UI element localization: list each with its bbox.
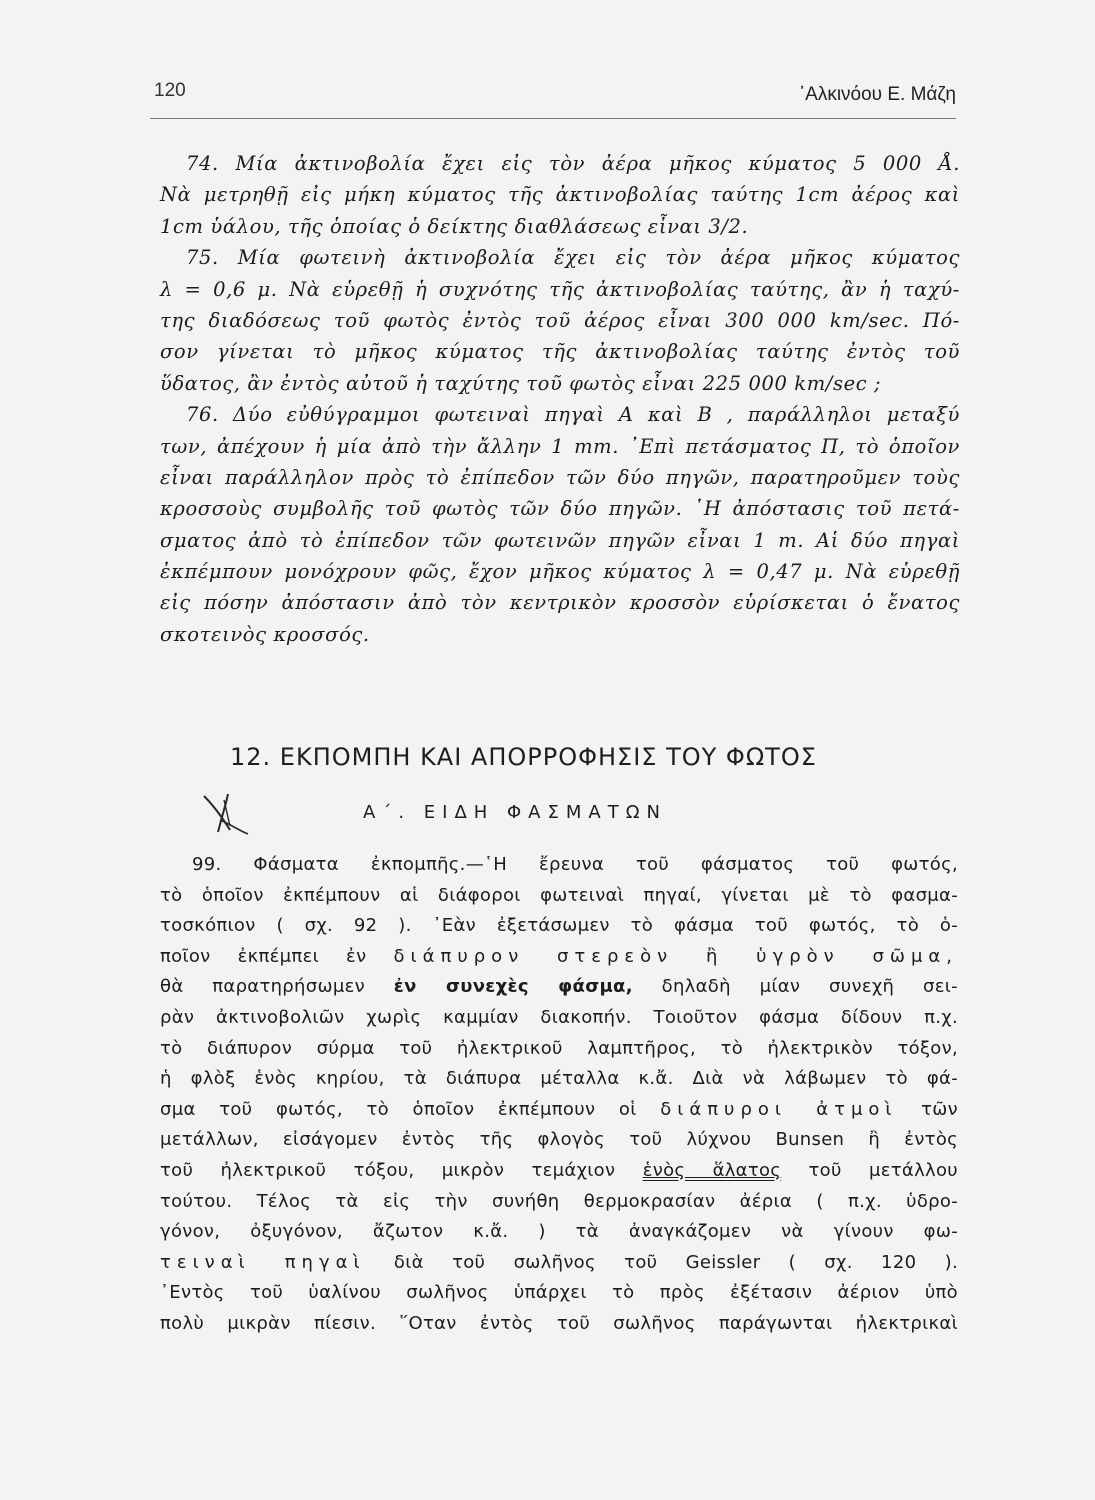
- body-line: τούτου. Τέλος τὰ εἰς τὴν συνήθη θερμοκρασίαν ἀέρια ( π.χ. ὑδρο-: [160, 1190, 958, 1212]
- body-line: [160, 1095, 958, 1126]
- text-run: τοῦ ἠλεκτρικοῦ τόξου, μικρὸν τεμάχιον: [160, 1159, 616, 1181]
- exercise-line: εἶναι παράλληλον πρὸς τὸ ἐπίπεδον τῶν δύο πηγῶν, παρατηροῦμεν τοὺς: [160, 465, 960, 489]
- exercise-line: λ = 0,6 μ. Νὰ εὑρεθῇ ἡ συχνότης τῆς ἀκτινοβολίας ταύτης, ἂν ἡ ταχύ-: [160, 277, 960, 301]
- body-line: ἡ φλὸξ ἑνὸς κηρίου, τὰ διάπυρα μέταλλα κ.ἄ. Διὰ νὰ λάβωμεν τὸ φά-: [160, 1068, 958, 1090]
- body-line: [160, 972, 958, 1003]
- body-line: γόνον, ὀξυγόνον, ἄζωτον κ.ἄ. ) τὰ ἀναγκάζομεν νὰ γίνουν φω-: [160, 1221, 958, 1243]
- page-header: [150, 78, 956, 119]
- exercise-line: 74. Μία ἀκτινοβολία ἔχει εἰς τὸν ἀέρα μῆκος κύματος 5 000 Å.: [186, 152, 960, 175]
- body-text: [160, 850, 958, 1340]
- body-line: [160, 850, 958, 881]
- text-run: ποῖον ἐκπέμπει ἐν: [160, 945, 367, 967]
- section-title: 12. ΕΚΠΟΜΠΗ ΚΑΙ ΑΠΟΡΡΟΦΗΣΙΣ ΤΟΥ ΦΩΤΟΣ: [230, 743, 817, 771]
- paragraph-heading: 99. Φάσματα ἐκπομπῆς.: [192, 854, 466, 875]
- exercise-line: κροσσοὺς συμβολῆς τοῦ φωτὸς τῶν δύο πηγῶν. ῾Η ἀπόστασις τοῦ πετά-: [160, 497, 960, 521]
- body-line: μετάλλων, εἰσάγομεν ἐντὸς τῆς φλογὸς τοῦ λύχνου Bunsen ἢ ἐντὸς: [160, 1129, 958, 1151]
- exercise-line: της διαδόσεως τοῦ φωτὸς ἐντὸς τοῦ ἀέρος εἶναι 300 000 km/sec. Πό-: [160, 308, 960, 332]
- exercise-line: ἐκπέμπουν μονόχρουν φῶς, ἔχον μῆκος κύματος λ = 0,47 μ. Νὰ εὑρεθῇ: [160, 560, 960, 584]
- text-run: τοῦ μετάλλου: [808, 1159, 958, 1181]
- body-line: τὸ διάπυρον σύρμα τοῦ ἠλεκτρικοῦ λαμπτῆρος, τὸ ἠλεκτρικὸν τόξον,: [160, 1037, 958, 1059]
- text-run: τῶν: [921, 1098, 959, 1120]
- body-line: πολὺ μικρὰν πίεσιν. ῞Οταν ἐντὸς τοῦ σωλῆνος παράγωνται ἠλεκτρικαὶ: [160, 1312, 958, 1334]
- body-line: [160, 942, 958, 973]
- spaced-emphasis: τειναὶ πηγαὶ: [160, 1251, 366, 1273]
- body-line: [160, 1156, 958, 1187]
- body-line: ρὰν ἀκτινοβολιῶν χωρὶς καμμίαν διακοπήν. Τοιοῦτον φάσμα δίδουν π.χ.: [160, 1006, 958, 1028]
- page-number: 120: [154, 80, 186, 101]
- underlined-term: ἑνὸς ἅλατος: [642, 1159, 782, 1181]
- exercise-line: των, ἀπέχουν ἡ μία ἀπὸ τὴν ἄλλην 1 mm. ᾿Επὶ πετάσματος Π, τὸ ὁποῖον: [160, 434, 960, 458]
- exercise-line: σματος ἀπὸ τὸ ἐπίπεδον τῶν φωτεινῶν πηγῶν εἶναι 1 m. Αἱ δύο πηγαὶ: [160, 528, 960, 552]
- text-run: δηλαδὴ μίαν συνεχῆ σει-: [661, 976, 958, 998]
- exercise-line: 1cm ὑάλου, τῆς ὁποίας ὁ δείκτης διαθλάσεως εἶναι 3/2.: [160, 214, 749, 238]
- exercise-line: ὕδατος, ἂν ἐντὸς αὐτοῦ ἡ ταχύτης τοῦ φωτὸς εἶναι 225 000 km/sec ;: [160, 371, 882, 395]
- text-run: διὰ τοῦ σωλῆνος τοῦ Geissler ( σχ. 120 ).: [393, 1251, 958, 1273]
- exercise-line: σον γίνεται τὸ μῆκος κύματος τῆς ἀκτινοβολίας ταύτης ἐντὸς τοῦ: [160, 340, 960, 364]
- exercises-block: [160, 148, 960, 650]
- spaced-emphasis: διάπυρον στερεὸν ἢ ὑγρὸν σῶμα,: [393, 945, 958, 967]
- text-run: —῾Η ἔρευνα τοῦ φάσματος τοῦ φωτός,: [465, 854, 958, 875]
- exercise-line: 76. Δύο εὐθύγραμμοι φωτειναὶ πηγαὶ Α καὶ Β , παράλληλοι μεταξύ: [186, 403, 960, 427]
- exercise-line: σκοτεινὸς κροσσός.: [160, 622, 370, 646]
- subsection-title: Α΄. ΕΙΔΗ ΦΑΣΜΑΤΩΝ: [363, 802, 667, 823]
- exercise-line: Νὰ μετρηθῇ εἰς μήκη κύματος τῆς ἀκτινοβολίας ταύτης 1cm ἀέρος καὶ: [160, 183, 960, 207]
- running-head: ᾿Αλκινόου Ε. Μάζη: [798, 84, 956, 105]
- body-line: τὸ ὁποῖον ἐκπέμπουν αἱ διάφοροι φωτειναὶ πηγαί, γίνεται μὲ τὸ φασμα-: [160, 884, 958, 906]
- exercise-line: εἰς πόσην ἀπόστασιν ἀπὸ τὸν κεντρικὸν κροσσὸν εὑρίσκεται ὁ ἔνατος: [160, 591, 960, 615]
- text-run: σμα τοῦ φωτός, τὸ ὁποῖον ἐκπέμπουν οἱ: [160, 1098, 637, 1120]
- exercise-line: 75. Μία φωτεινὴ ἀκτινοβολία ἔχει εἰς τὸν ἀέρα μῆκος κύματος: [186, 246, 960, 270]
- body-line: τοσκόπιον ( σχ. 92 ). ᾿Εὰν ἐξετάσωμεν τὸ φάσμα τοῦ φωτός, τὸ ὁ-: [160, 915, 958, 937]
- bold-term: ἐν συνεχὲς φάσμα,: [393, 976, 633, 998]
- handwritten-pen-mark: [200, 790, 254, 838]
- text-run: θὰ παρατηρήσωμεν: [160, 976, 365, 998]
- body-line: ᾿Εντὸς τοῦ ὑαλίνου σωλῆνος ὑπάρχει τὸ πρὸς ἐξέτασιν ἀέριον ὑπὸ: [160, 1282, 958, 1304]
- spaced-emphasis: διάπυροι ἀτμοὶ: [660, 1098, 898, 1120]
- body-line: [160, 1248, 958, 1279]
